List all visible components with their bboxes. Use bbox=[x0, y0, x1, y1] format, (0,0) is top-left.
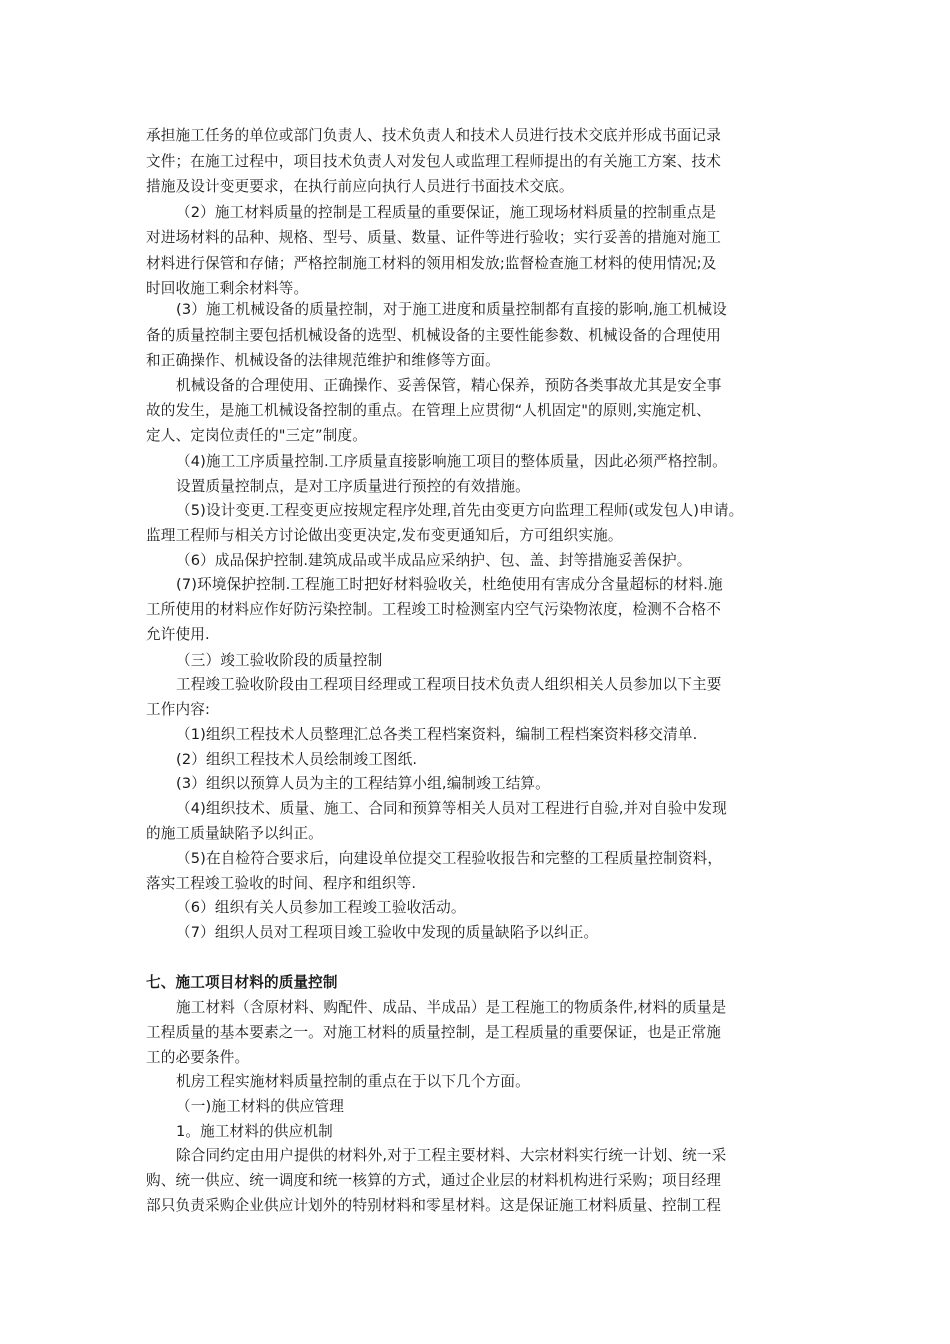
text-line: （4)施工工序质量控制.工序质量直接影响施工项目的整体质量，因此必须严格控制。 bbox=[176, 453, 727, 470]
text-line: （1)组织工程技术人员整理汇总各类工程档案资料，编制工程档案资料移交清单. bbox=[176, 726, 698, 743]
text-line: 部只负责采购企业供应计划外的特别材料和零星材料。这是保证施工材料质量、控制工程 bbox=[146, 1197, 722, 1214]
text-line: （6）组织有关人员参加工程竣工验收活动。 bbox=[176, 899, 466, 916]
text-line: (7)环境保护控制.工程施工时把好材料验收关，杜绝使用有害成分含量超标的材料.施 bbox=[176, 576, 723, 593]
text-line: （5)在自检符合要求后，向建设单位提交工程验收报告和完整的工程质量控制资料， bbox=[176, 850, 723, 867]
text-line: 故的发生，是施工机械设备控制的重点。在管理上应贯彻“人机固定"的原则,实施定机、 bbox=[146, 402, 711, 419]
text-line: 时回收施工剩余材料等。 bbox=[146, 280, 309, 297]
text-line: 工程竣工验收阶段由工程项目经理或工程项目技术负责人组织相关人员参加以下主要 bbox=[176, 676, 722, 693]
text-line: （2）施工材料质量的控制是工程质量的重要保证，施工现场材料质量的控制重点是 bbox=[176, 204, 717, 221]
text-line: 购、统一供应、统一调度和统一核算的方式，通过企业层的材料机构进行采购；项目经理 bbox=[146, 1172, 722, 1189]
text-line: 设置质量控制点，是对工序质量进行预控的有效措施。 bbox=[176, 478, 530, 495]
text-line: (3）施工机械设备的质量控制，对于施工进度和质量控制都有直接的影响,施工机械设 bbox=[176, 301, 727, 318]
text-line: 施工材料（含原材料、购配件、成品、半成品）是工程施工的物质条件,材料的质量是 bbox=[176, 999, 727, 1016]
text-line: 工程质量的基本要素之一。对施工材料的质量控制，是工程质量的重要保证，也是正常施 bbox=[146, 1024, 722, 1041]
text-line: （5)设计变更.工程变更应按规定程序处理,首先由变更方向监理工程师(或发包人)申请。 bbox=[176, 502, 744, 519]
text-line: (2）组织工程技术人员绘制竣工图纸. bbox=[176, 751, 418, 768]
text-line: 定人、定岗位责任的"三定”制度。 bbox=[146, 427, 367, 444]
text-line: 监理工程师与相关方讨论做出变更决定,发布变更通知后，方可组织实施。 bbox=[146, 527, 623, 544]
text-line: 工所使用的材料应作好防污染控制。工程竣工时检测室内空气污染物浓度，检测不合格不 bbox=[146, 601, 722, 618]
text-line: 除合同约定由用户提供的材料外,对于工程主要材料、大宗材料实行统一计划、统一采 bbox=[176, 1147, 727, 1164]
text-line: 机房工程实施材料质量控制的重点在于以下几个方面。 bbox=[176, 1073, 530, 1090]
text-line: 1。施工材料的供应机制 bbox=[176, 1123, 333, 1140]
text-line: 承担施工任务的单位或部门负责人、技术负责人和技术人员进行技术交底并形成书面记录 bbox=[146, 127, 722, 144]
text-line: （6）成品保护控制.建筑成品或半成品应采纳护、包、盖、封等措施妥善保护。 bbox=[176, 552, 692, 569]
text-line: 工作内容: bbox=[146, 701, 211, 718]
text-line: 材料进行保管和存储；严格控制施工材料的领用相发放;监督检查施工材料的使用情况;及 bbox=[146, 255, 717, 272]
text-line: （4)组织技术、质量、施工、合同和预算等相关人员对工程进行自验,并对自验中发现 bbox=[176, 800, 727, 817]
text-line: （7）组织人员对工程项目竣工验收中发现的质量缺陷予以纠正。 bbox=[176, 924, 599, 941]
text-line: （一)施工材料的供应管理 bbox=[176, 1098, 345, 1115]
section-heading: 七、施工项目材料的质量控制 bbox=[146, 974, 338, 991]
text-line: 文件；在施工过程中，项目技术负责人对发包人或监理工程师提出的有关施工方案、技术 bbox=[146, 153, 722, 170]
text-line: 备的质量控制主要包括机械设备的选型、机械设备的主要性能参数、机械设备的合理使用 bbox=[146, 327, 722, 344]
text-line: 工的必要条件。 bbox=[146, 1049, 250, 1066]
text-line: （三）竣工验收阶段的质量控制 bbox=[176, 652, 383, 669]
text-line: 对进场材料的品种、规格、型号、质量、数量、证件等进行验收；实行妥善的措施对施工 bbox=[146, 229, 722, 246]
text-line: 允许使用. bbox=[146, 626, 210, 643]
text-line: 的施工质量缺陷予以纠正。 bbox=[146, 825, 323, 842]
text-line: 和正确操作、机械设备的法律规范维护和维修等方面。 bbox=[146, 352, 500, 369]
text-line: 措施及设计变更要求，在执行前应向执行人员进行书面技术交底。 bbox=[146, 178, 574, 195]
text-line: 机械设备的合理使用、正确操作、妥善保管，精心保养，预防各类事故尤其是安全事 bbox=[176, 377, 722, 394]
text-line: 落实工程竣工验收的时间、程序和组织等. bbox=[146, 875, 417, 892]
text-line: (3）组织以预算人员为主的工程结算小组,编制竣工结算。 bbox=[176, 775, 550, 792]
